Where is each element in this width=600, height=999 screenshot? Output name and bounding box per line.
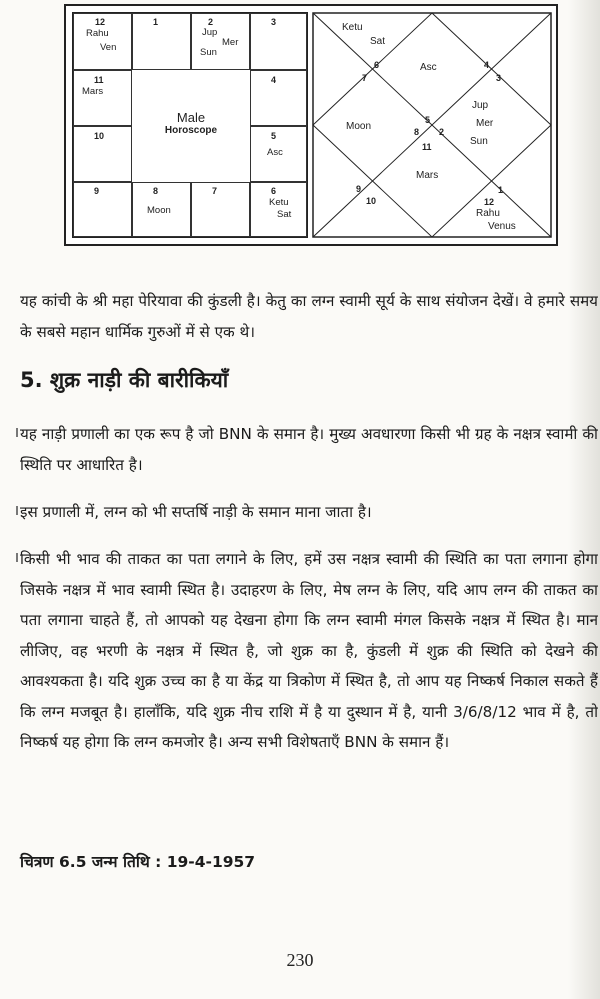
- horoscope-charts: [64, 4, 558, 246]
- house-cell-1: 1: [132, 13, 191, 70]
- house-cell-8: 8 Moon: [132, 182, 191, 237]
- house-cell-3: 3: [250, 13, 307, 70]
- house-cell-12: 12 Rahu Ven: [73, 13, 132, 70]
- house-cell-11: 11 Mars: [73, 70, 132, 126]
- paragraph-lagna: इस प्रणाली में, लग्न को भी सप्तर्षि नाड़ी के समान माना जाता है।: [20, 503, 372, 521]
- figure-caption: चित्रण 6.5 जन्म तिथि : 19-4-1957: [20, 853, 256, 871]
- section-heading: 5. शुक्र नाड़ी की बारीकियाँ: [20, 368, 229, 392]
- house-cell-9: 9: [73, 182, 132, 237]
- intro-paragraph: यह कांची के श्री महा पेरियावा की कुंडली है। केतु का लग्न स्वामी सूर्य के साथ संयोजन देखें। वे हमारे समय के सबसे महान धार्मिक गुरुओं में से एक थे।: [20, 292, 598, 341]
- house-12-ven: Ven: [100, 42, 117, 53]
- house-cell-6: 6 Ketu Sat: [250, 182, 307, 237]
- house-cell-10: 10: [73, 126, 132, 182]
- margin-mark: [16, 553, 18, 562]
- chart-center-label: Male Horoscope: [164, 110, 218, 136]
- house-cell-7: 7: [191, 182, 250, 237]
- paragraph-nadi-system: यह नाड़ी प्रणाली का एक रूप है जो BNN के समान है। मुख्य अवधारणा किसी भी ग्रह के नक्षत्र स्वामी की स्थिति पर आधारित है।: [20, 425, 598, 474]
- page-number: 230: [286, 950, 314, 970]
- paragraph-bhava-strength: किसी भी भाव की ताकत का पता लगाने के लिए, हमें उस नक्षत्र स्वामी की स्थिति का पता लगाना होगा जिसके नक्षत्र में भाव स्वामी स्थित है। उदाहरण के लिए, मेष लग्न के लिए, यदि आप लग्न की ताकत का पता लगाना चाहते हैं, तो आपको यह देखना होगा कि लग्न स्वामी मंगल किसके नक्षत्र में स्थित है। मान लीजिए, वह भरणी के नक्षत्र में स्थित है, जो शुक्र का है, कुंडली में शुक्र की स्थिति को देखने की आवश्यकता है। यदि शुक्र उच्च का है या केंद्र या त्रिकोण में स्थित है, तो आप यह निष्कर्ष निकाल सकते हैं कि लग्न मजबूत है। हालाँकि, यदि शुक्र नीच राशि में है या दुस्थान में है, यानी 3/6/8/12 भाव में है, तो निष्कर्ष यह होगा कि लग्न कमजोर है। अन्य सभी विशेषताएँ BNN के समान हैं।: [20, 550, 598, 751]
- margin-mark: [16, 428, 18, 437]
- house-cell-5: 5 Asc: [250, 126, 307, 182]
- margin-mark: [16, 506, 18, 515]
- house-cell-4: 4: [250, 70, 307, 126]
- house-12-rahu: Rahu: [86, 28, 109, 39]
- north-indian-chart: Ketu Sat 6 7 Asc 4 3 Moon 5 8 2 11 Jup Mer Sun Mars 9 10 1 12 Rahu Venus: [312, 12, 552, 238]
- south-indian-chart: [72, 12, 308, 238]
- house-cell-2: 2 Jup Mer Sun: [191, 13, 250, 70]
